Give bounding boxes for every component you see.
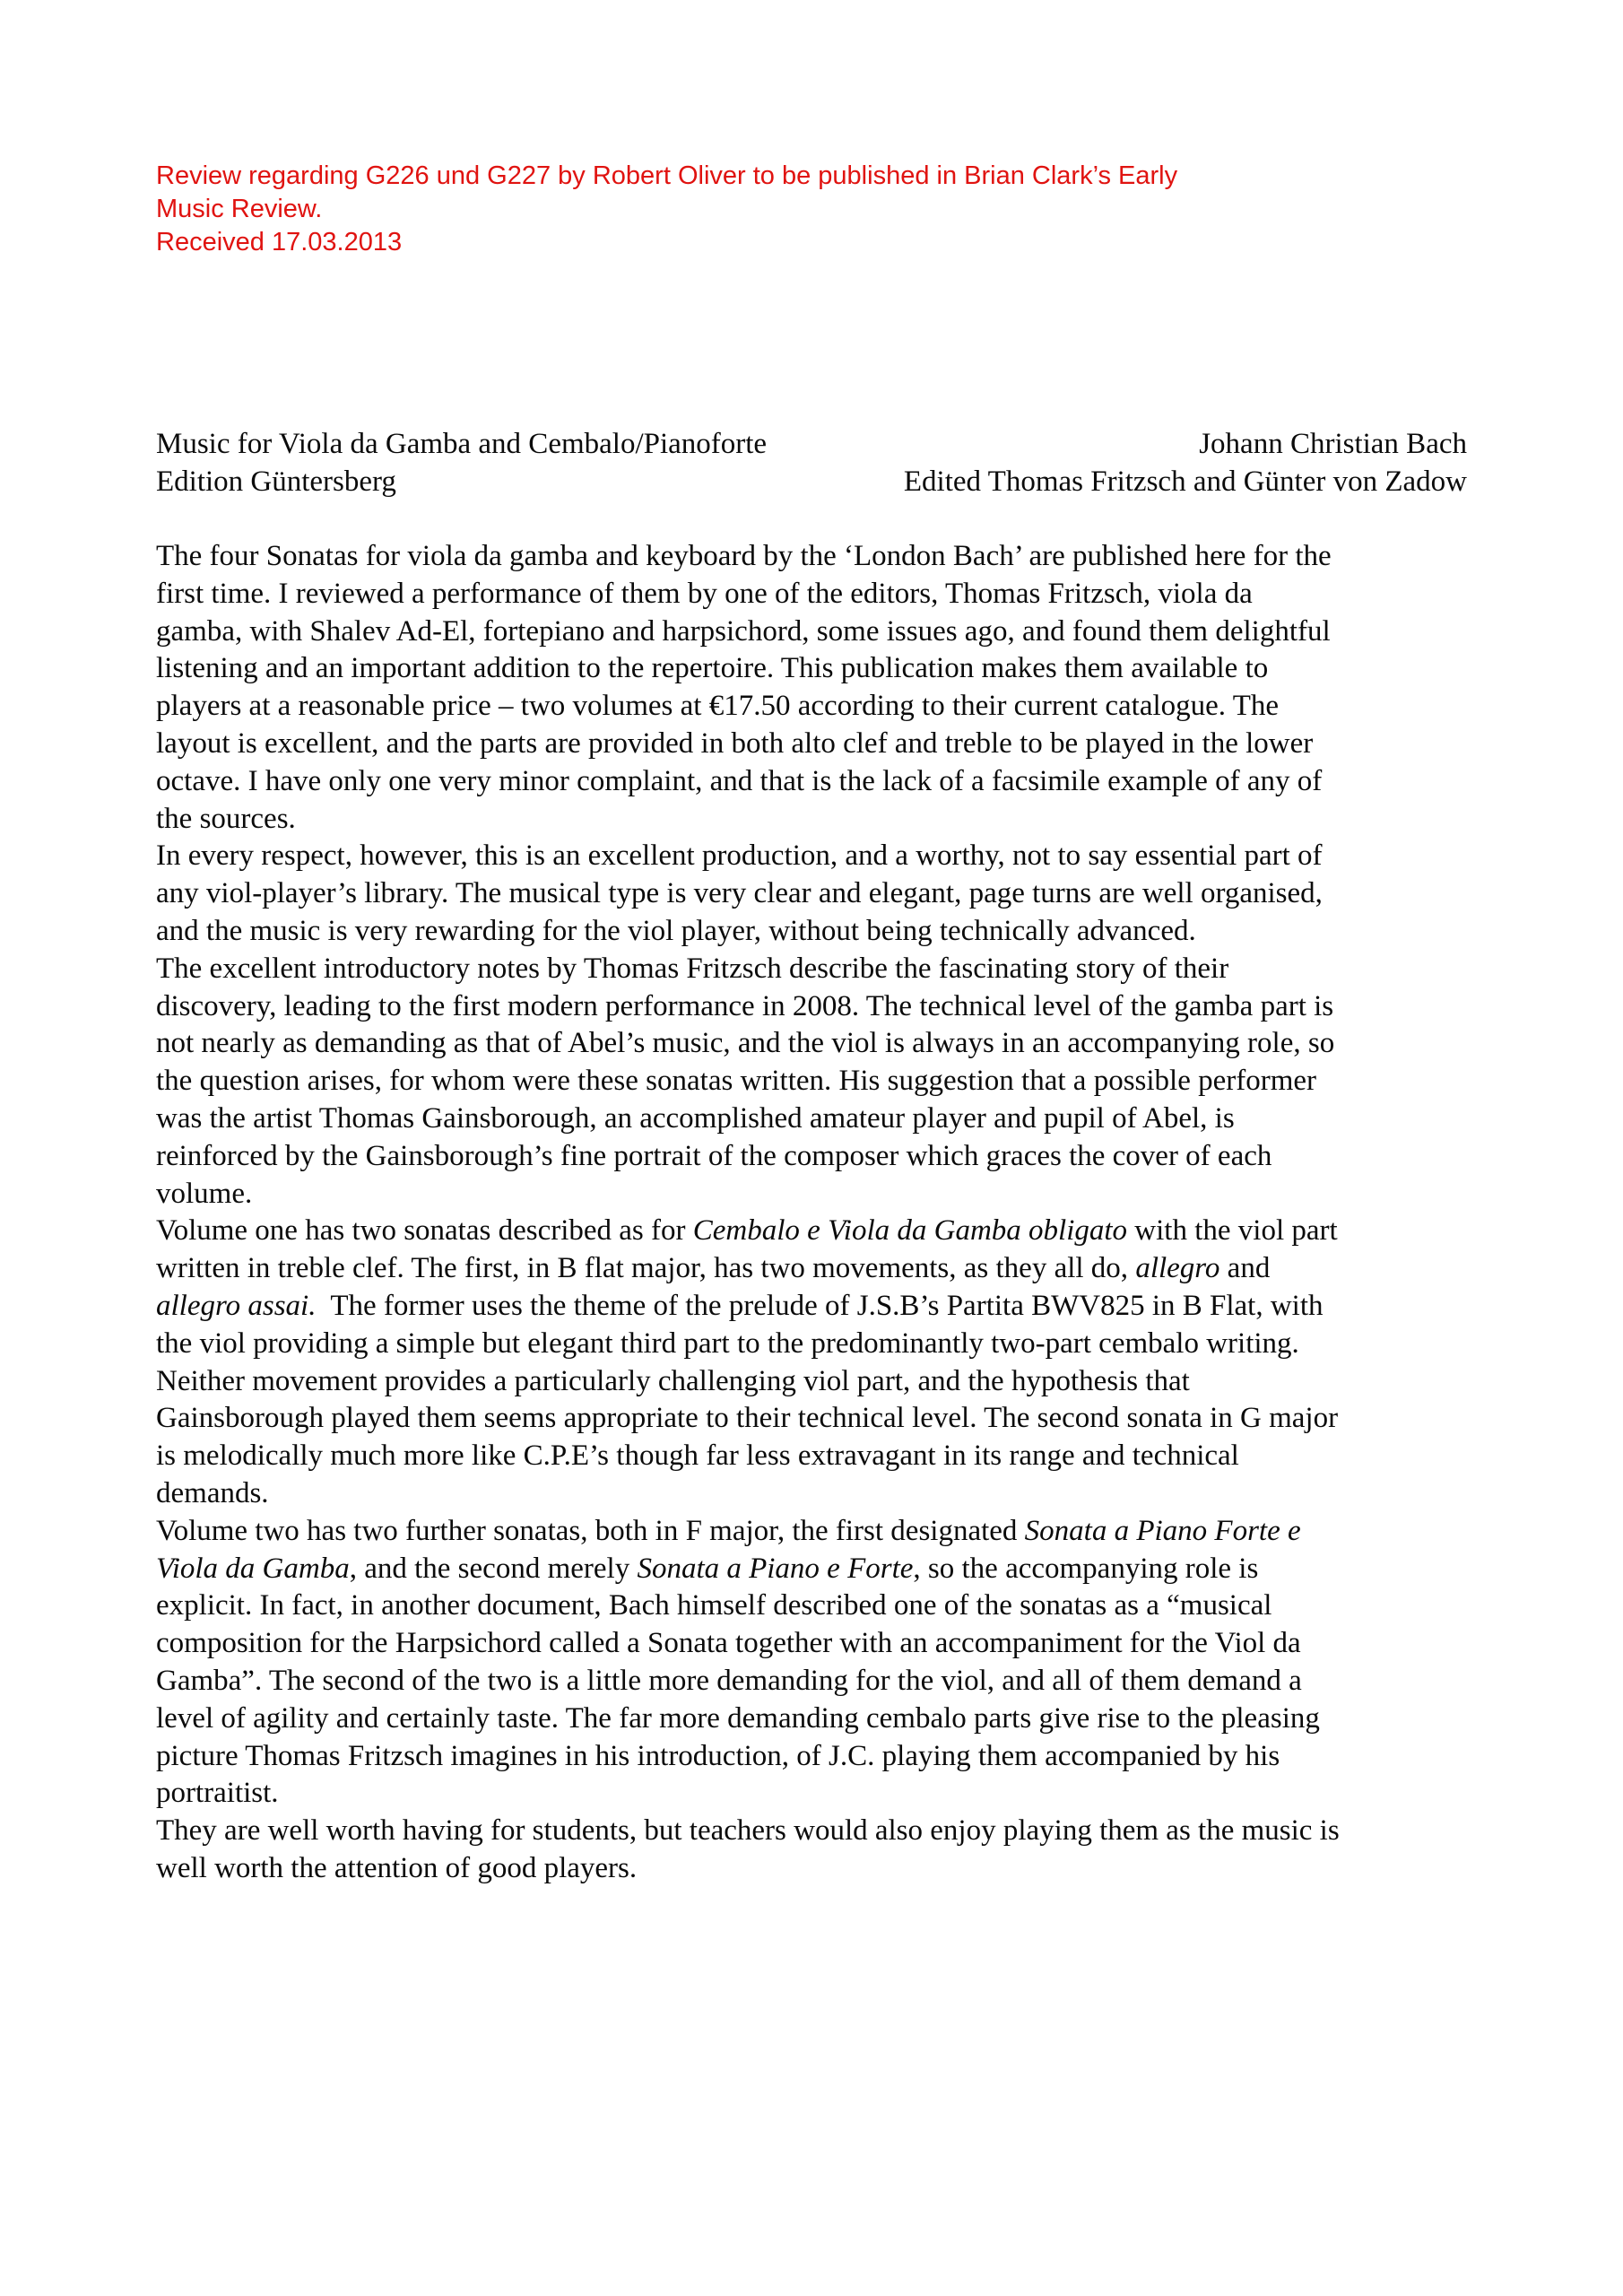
header-note-line: Review regarding G226 und G227 by Robert Oliver to be published in Brian Clark’s Early [156, 161, 1178, 190]
body-text-segment: listening and an important addition to the repertoire. This publication makes them available to [156, 652, 1269, 685]
body-text-segment: the sources. [156, 802, 296, 835]
body-line [156, 1326, 1471, 1363]
body-line [156, 1400, 1471, 1438]
body-line [156, 1288, 1471, 1326]
body-line [156, 1100, 1471, 1138]
body-line [156, 1587, 1471, 1625]
body-text-segment: the question arises, for whom were these sonatas written. His suggestion that a possible performer [156, 1065, 1317, 1098]
body-line [156, 688, 1471, 726]
body-line [156, 1813, 1471, 1850]
body-line [156, 1138, 1471, 1176]
header-note-line: Music Review. [156, 195, 323, 223]
header-note-line: Received 17.03.2013 [156, 228, 403, 257]
body-line [156, 613, 1471, 651]
body-line [156, 1625, 1471, 1663]
body-text-segment: is melodically much more like C.P.E’s though far less extravagant in its range and technical [156, 1439, 1239, 1473]
body-line [156, 576, 1471, 613]
body-text-segment: In every respect, however, this is an excellent production, and a worthy, not to say essential part of [156, 839, 1323, 873]
body-text-segment: portraitist. [156, 1777, 279, 1810]
body-text-segment: well worth the attention of good players. [156, 1851, 638, 1884]
review-header-note [156, 160, 1177, 259]
body-text-segment: first time. I reviewed a performance of them by one of the editors, Thomas Fritzsch, viola da [156, 577, 1253, 610]
body-line [156, 1551, 1471, 1588]
body-italic-segment: allegro [1135, 1252, 1220, 1285]
body-text-segment: and [1219, 1252, 1271, 1285]
body-text-segment: the viol providing a simple but elegant third part to the predominantly two-part cembalo writing. [156, 1326, 1299, 1360]
body-text-segment: not nearly as demanding as that of Abel’s music, and the viol is always in an accompanying role, so [156, 1027, 1335, 1060]
body-line [156, 801, 1471, 839]
body-line [156, 1025, 1471, 1063]
body-text-segment: The four Sonatas for viola da gamba and keyboard by the ‘London Bach’ are published here for the [156, 540, 1332, 572]
body-italic-segment: Cembalo e Viola da Gamba obligato [692, 1214, 1128, 1248]
title-row [156, 464, 1467, 501]
work-title: Music for Viola da Gamba and Cembalo/Pianoforte [156, 428, 768, 460]
body-italic-segment: Sonata a Piano Forte e [1024, 1514, 1301, 1547]
body-text-segment: picture Thomas Fritzsch imagines in his introduction, of J.C. playing them accompanied by his [156, 1739, 1280, 1772]
body-text-segment: and the music is very rewarding for the viol player, without being technically advanced. [156, 914, 1196, 947]
body-line [156, 1438, 1471, 1475]
body-text-segment: The former uses the theme of the prelude of J.S.B’s Partita BWV825 in B Flat, with [316, 1289, 1324, 1322]
title-row [156, 426, 1467, 464]
body-line [156, 1213, 1471, 1250]
body-line [156, 1363, 1471, 1401]
body-text-segment: players at a reasonable price – two volumes at €17.50 according to their current catalogue. The [156, 690, 1280, 723]
body-text-segment: with the viol part [1127, 1214, 1338, 1248]
body-line [156, 1700, 1471, 1738]
body-text-segment: any viol-player’s library. The musical type is very clear and elegant, page turns are well organised, [156, 877, 1323, 910]
body-text-segment: gamba, with Shalev Ad-El, fortepiano and harpsichord, some issues ago, and found them delightful [156, 614, 1331, 648]
body-line [156, 650, 1471, 688]
body-text-segment: written in treble clef. The first, in B flat major, has two movements, as they all do, [156, 1252, 1136, 1285]
body-line [156, 988, 1471, 1026]
body-italic-segment: Sonata a Piano e Forte [637, 1552, 914, 1585]
body-text-segment: The excellent introductory notes by Thomas Fritzsch describe the fascinating story of their [156, 952, 1229, 985]
body-italic-segment: allegro assai. [156, 1289, 317, 1322]
body-line [156, 1738, 1471, 1776]
body-text-segment: composition for the Harpsichord called a Sonata together with an accompaniment for the Viol da [156, 1627, 1301, 1660]
body-text-segment: explicit. In fact, in another document, Bach himself described one of the sonatas as a “musical [156, 1589, 1272, 1622]
body-line [156, 875, 1471, 913]
body-text-segment: Gamba”. The second of the two is a little more demanding for the viol, and all of them demand a [156, 1664, 1302, 1697]
body-line [156, 1176, 1471, 1213]
body-text-segment: , so the accompanying role is [913, 1552, 1259, 1585]
body-line [156, 1663, 1471, 1700]
body-text-segment: demands. [156, 1476, 269, 1509]
body-text-segment: Volume one has two sonatas described as for [156, 1214, 693, 1248]
title-block [156, 426, 1467, 501]
body-text-segment: level of agility and certainly taste. The far more demanding cembalo parts give rise to the pleasing [156, 1701, 1320, 1735]
body-line [156, 726, 1471, 763]
body-text-segment: reinforced by the Gainsborough’s fine portrait of the composer which graces the cover of each [156, 1139, 1272, 1172]
body-text-segment: layout is excellent, and the parts are provided in both alto clef and treble to be played in the lower [156, 726, 1314, 760]
review-body [156, 538, 1471, 1888]
body-line [156, 913, 1471, 951]
body-line [156, 1513, 1471, 1551]
body-text-segment: octave. I have only one very minor complaint, and that is the lack of a facsimile example of any of [156, 764, 1323, 797]
body-text-segment: They are well worth having for students, but teachers would also enjoy playing them as the music is [156, 1814, 1340, 1848]
body-line [156, 763, 1471, 801]
body-line [156, 1475, 1471, 1513]
body-text-segment: discovery, leading to the first modern performance in 2008. The technical level of the gamba part is [156, 989, 1334, 1022]
body-text-segment: , and the second merely [349, 1552, 638, 1585]
body-line [156, 1250, 1471, 1288]
body-line [156, 1850, 1471, 1888]
body-text-segment: Neither movement provides a particularly challenging viol part, and the hypothesis that [156, 1364, 1190, 1397]
body-line [156, 838, 1471, 875]
publisher-name: Edition Güntersberg [156, 465, 396, 498]
editors-names: Edited Thomas Fritzsch and Günter von Zadow [903, 465, 1467, 498]
body-text-segment: volume. [156, 1177, 253, 1210]
body-text-segment: was the artist Thomas Gainsborough, an accomplished amateur player and pupil of Abel, is [156, 1101, 1235, 1135]
body-text-segment: Volume two has two further sonatas, both in F major, the first designated [156, 1514, 1025, 1547]
composer-name: Johann Christian Bach [1199, 428, 1467, 460]
body-italic-segment: Viola da Gamba [156, 1552, 350, 1585]
body-line [156, 951, 1471, 988]
body-text-segment: Gainsborough played them seems appropriate to their technical level. The second sonata in G major [156, 1402, 1339, 1435]
body-line [156, 538, 1471, 576]
body-line [156, 1775, 1471, 1813]
body-line [156, 1063, 1471, 1100]
